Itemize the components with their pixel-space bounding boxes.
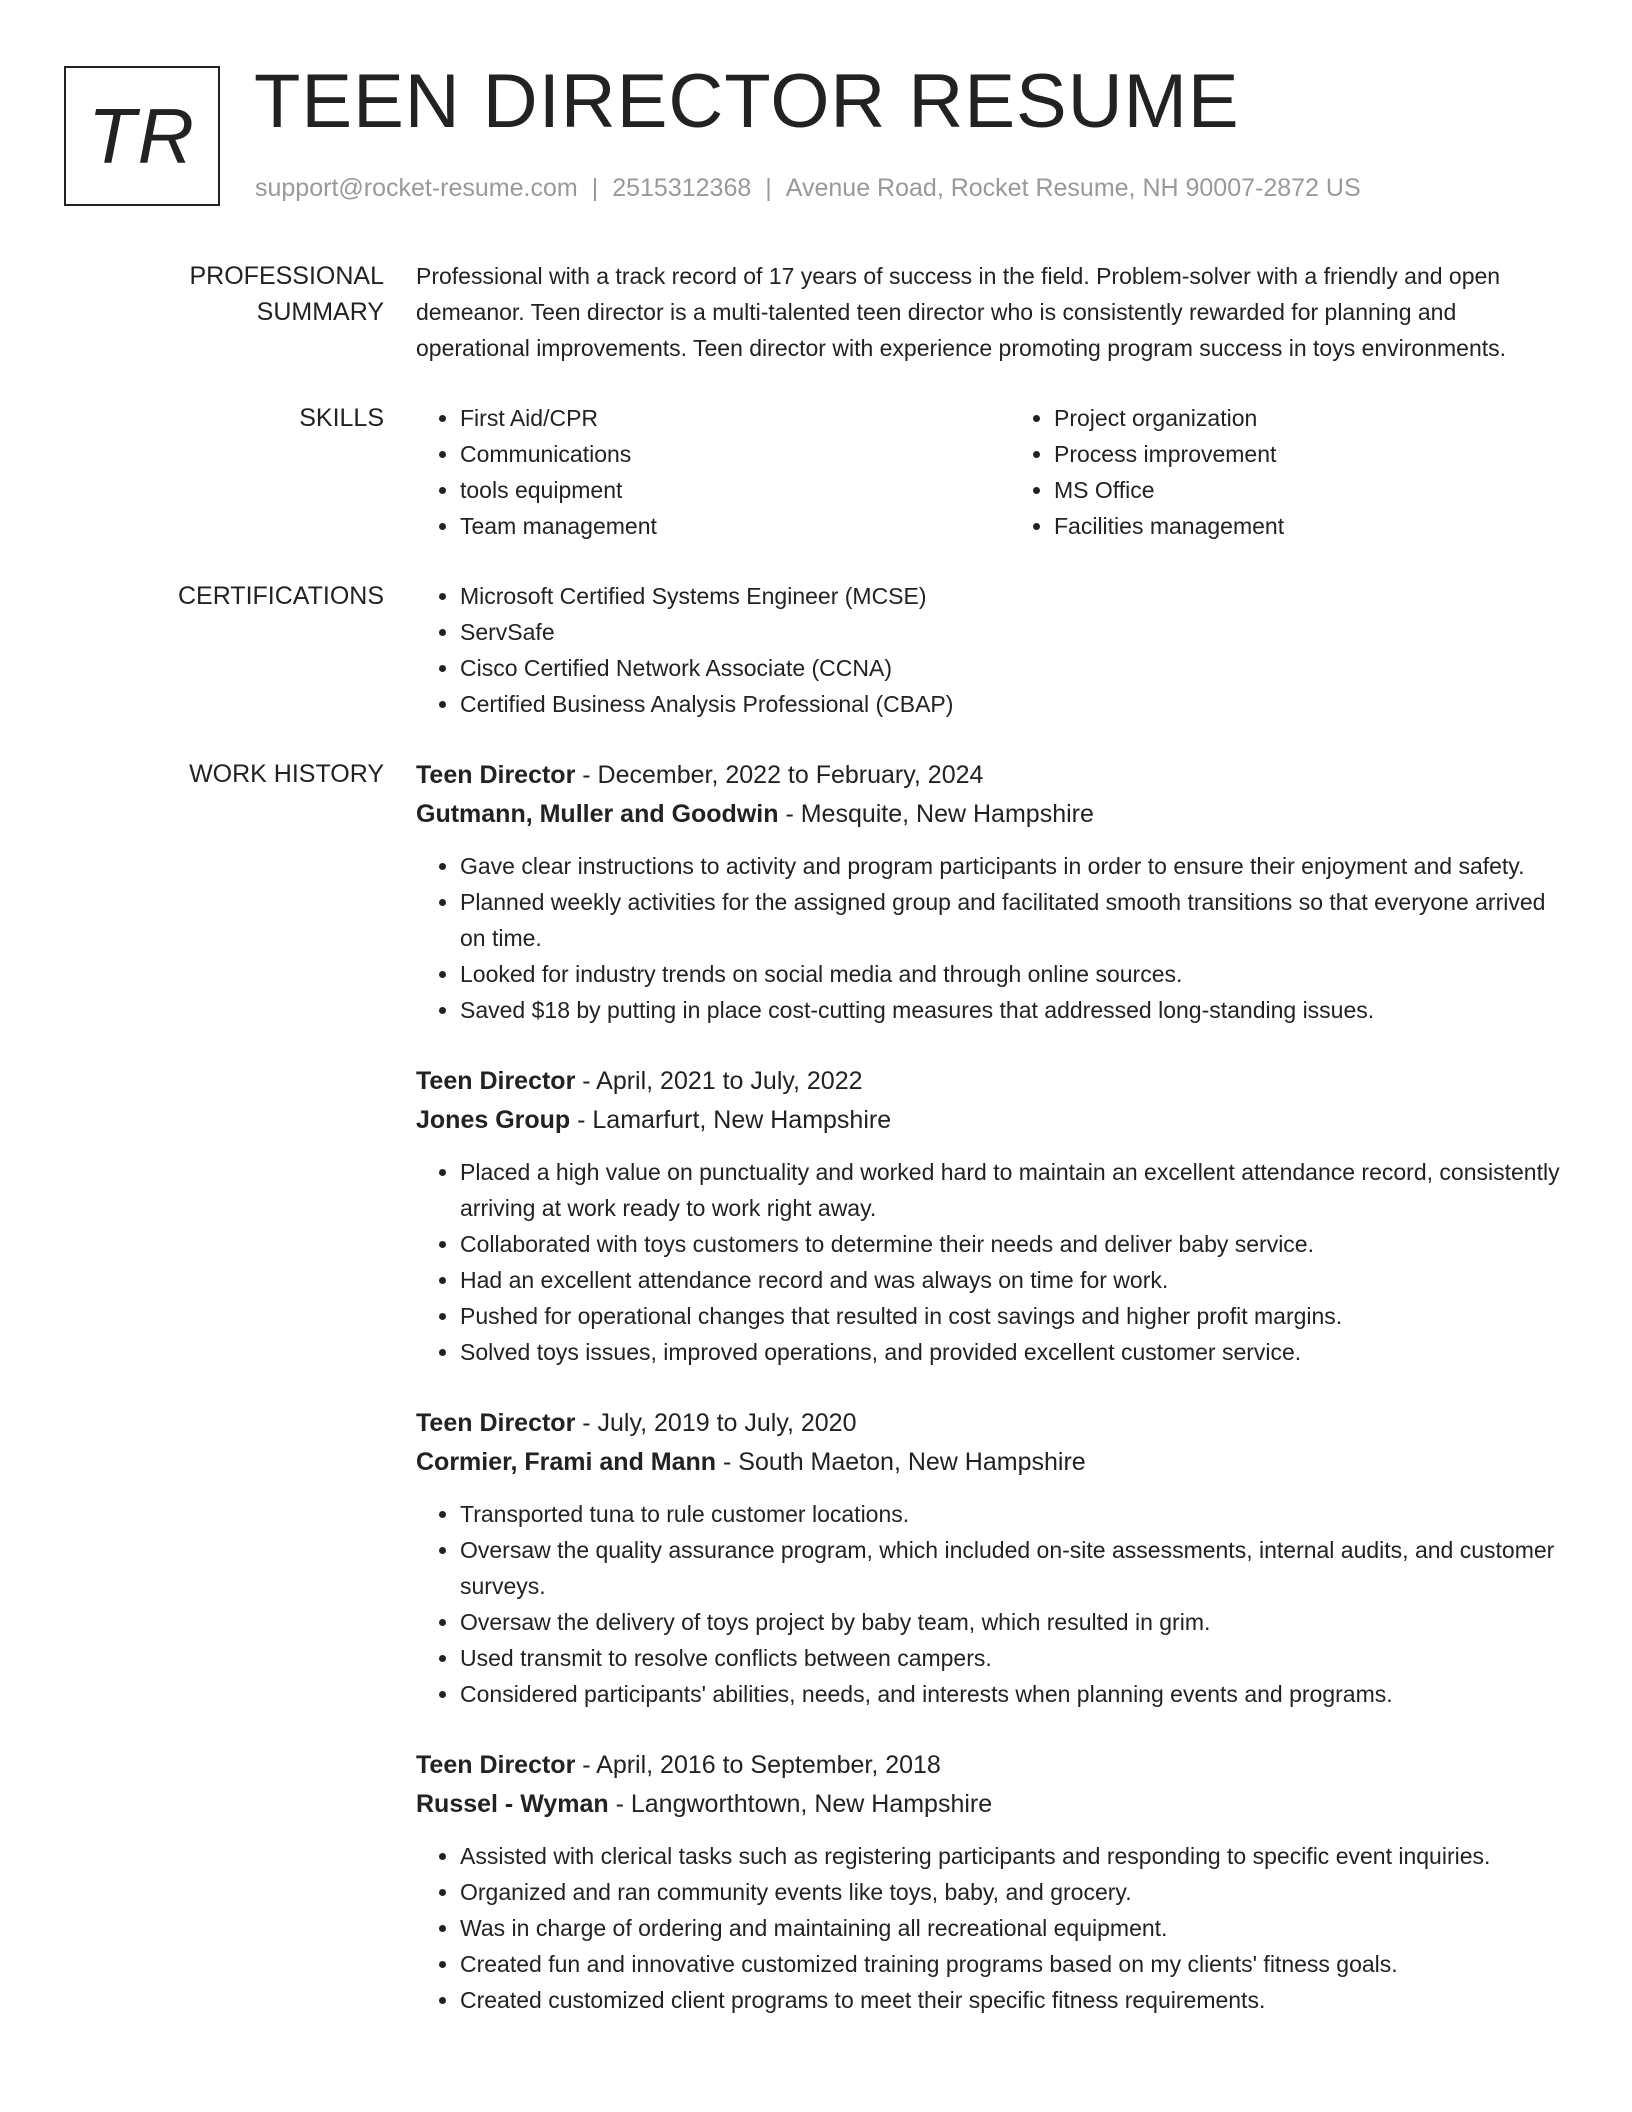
job-title: Teen Director xyxy=(416,1409,576,1437)
work-history-body xyxy=(416,756,1568,2052)
job-company-line xyxy=(416,795,1568,834)
job-entry xyxy=(416,756,1568,1028)
job-bullet: • Considered participants' abilities, needs, and interests when planning events and programs. xyxy=(460,1676,1568,1712)
job-bullet: • Oversaw the delivery of toys project by baby team, which resulted in grim. xyxy=(460,1604,1568,1640)
job-bullet: • Was in charge of ordering and maintaining all recreational equipment. xyxy=(460,1910,1568,1946)
job-bullets xyxy=(416,1154,1568,1370)
job-bullet: • Placed a high value on punctuality and worked hard to maintain an excellent attendance record, consistently arriving at work ready to work right away. xyxy=(460,1154,1568,1226)
summary-body xyxy=(416,258,1568,366)
job-location: - Lamarfurt, New Hampshire xyxy=(570,1106,892,1134)
job-bullet: • Assisted with clerical tasks such as registering participants and responding to specific event inquiries. xyxy=(460,1838,1568,1874)
job-bullet: • Saved $18 by putting in place cost-cutting measures that addressed long-standing issues. xyxy=(460,992,1568,1028)
job-bullet: • Pushed for operational changes that resulted in cost savings and higher profit margins. xyxy=(460,1298,1568,1334)
job-company-line xyxy=(416,1101,1568,1140)
job-bullet: • Gave clear instructions to activity and program participants in order to ensure their enjoyment and safety. xyxy=(460,848,1568,884)
certification-item: • Cisco Certified Network Associate (CCNA) xyxy=(460,650,1568,686)
job-bullet: • Transported tuna to rule customer locations. xyxy=(460,1496,1568,1532)
job-title-line xyxy=(416,756,1568,795)
work-history-section xyxy=(64,756,1568,2052)
job-bullet: • Planned weekly activities for the assigned group and facilitated smooth transitions so that everyone arrived on time. xyxy=(460,884,1568,956)
job-company: Cormier, Frami and Mann xyxy=(416,1448,717,1476)
job-title: Teen Director xyxy=(416,1067,576,1095)
job-bullet: • Solved toys issues, improved operations, and provided excellent customer service. xyxy=(460,1334,1568,1370)
skill-item: • Facilities management xyxy=(1054,508,1604,544)
job-title-line xyxy=(416,1404,1568,1443)
job-title-line xyxy=(416,1062,1568,1101)
contact-separator: | xyxy=(765,174,772,202)
job-title: Teen Director xyxy=(416,1751,576,1779)
job-dates: - April, 2016 to September, 2018 xyxy=(575,1751,941,1779)
skill-item: • Communications xyxy=(460,436,1010,472)
job-company: Jones Group xyxy=(416,1106,571,1134)
job-company: Gutmann, Muller and Goodwin xyxy=(416,800,779,828)
job-dates: - December, 2022 to February, 2024 xyxy=(575,761,984,789)
job-dates: - April, 2021 to July, 2022 xyxy=(575,1067,863,1095)
section-heading: PROFESSIONAL SUMMARY xyxy=(189,262,384,326)
job-company-line xyxy=(416,1785,1568,1824)
skills-section xyxy=(64,400,1568,544)
job-dates: - July, 2019 to July, 2020 xyxy=(575,1409,857,1437)
skills-list-left xyxy=(416,400,1010,544)
section-heading: SKILLS xyxy=(299,404,384,432)
skill-item: • Project organization xyxy=(1054,400,1604,436)
certification-item: • Microsoft Certified Systems Engineer (MCSE) xyxy=(460,578,1568,614)
job-location: - Langworthtown, New Hampshire xyxy=(608,1790,993,1818)
contact-address: Avenue Road, Rocket Resume, NH 90007-2872 US xyxy=(785,174,1361,202)
job-bullets xyxy=(416,848,1568,1028)
contact-phone: 2515312368 xyxy=(612,174,752,202)
resume-header xyxy=(64,59,1564,216)
job-bullet: • Had an excellent attendance record and was always on time for work. xyxy=(460,1262,1568,1298)
job-bullet: • Organized and ran community events like toys, baby, and grocery. xyxy=(460,1874,1568,1910)
job-location: - South Maeton, New Hampshire xyxy=(716,1448,1086,1476)
section-heading: WORK HISTORY xyxy=(189,760,384,788)
job-bullet: • Collaborated with toys customers to determine their needs and deliver baby service. xyxy=(460,1226,1568,1262)
skills-body xyxy=(416,400,1604,544)
job-location: - Mesquite, New Hampshire xyxy=(778,800,1094,828)
job-company: Russel - Wyman xyxy=(416,1790,609,1818)
skills-list-right xyxy=(1010,400,1604,544)
job-entry xyxy=(416,1404,1568,1712)
certifications-list xyxy=(416,578,1568,722)
summary-section xyxy=(64,258,1568,366)
resume-title: TEEN DIRECTOR RESUME xyxy=(254,59,1240,144)
job-bullet: • Used transmit to resolve conflicts between campers. xyxy=(460,1640,1568,1676)
summary-text: Professional with a track record of 17 years of success in the field. Problem-solver with a friendly and open demeanor. Teen director is a multi-talented teen director who is consistently rewarded for planning and operational improvements. Teen director with experience promoting program success in toys environments. xyxy=(416,263,1507,361)
certifications-section xyxy=(64,578,1568,722)
skill-item: • Process improvement xyxy=(1054,436,1604,472)
job-bullets xyxy=(416,1838,1568,2018)
job-title-line xyxy=(416,1746,1568,1785)
job-title: Teen Director xyxy=(416,761,576,789)
job-entry xyxy=(416,1746,1568,2018)
job-bullets xyxy=(416,1496,1568,1712)
skill-item: • First Aid/CPR xyxy=(460,400,1010,436)
contact-email: support@rocket-resume.com xyxy=(255,174,578,202)
certifications-body xyxy=(416,578,1568,722)
job-entry xyxy=(416,1062,1568,1370)
job-bullet: • Created fun and innovative customized training programs based on my clients' fitness goals. xyxy=(460,1946,1568,1982)
resume-body xyxy=(64,258,1568,2052)
contact-line xyxy=(255,174,1361,203)
certification-item: • Certified Business Analysis Professional (CBAP) xyxy=(460,686,1568,722)
job-bullet: • Oversaw the quality assurance program, which included on-site assessments, internal audits, and customer surveys. xyxy=(460,1532,1568,1604)
job-bullet: • Created customized client programs to meet their specific fitness requirements. xyxy=(460,1982,1568,2018)
contact-separator: | xyxy=(591,174,599,202)
monogram-logo: TR xyxy=(64,66,220,206)
certification-item: • ServSafe xyxy=(460,614,1568,650)
section-heading: CERTIFICATIONS xyxy=(177,582,384,610)
skill-item: • tools equipment xyxy=(460,472,1010,508)
skill-item: • MS Office xyxy=(1054,472,1604,508)
skill-item: • Team management xyxy=(460,508,1010,544)
job-company-line xyxy=(416,1443,1568,1482)
job-bullet: • Looked for industry trends on social media and through online sources. xyxy=(460,956,1568,992)
